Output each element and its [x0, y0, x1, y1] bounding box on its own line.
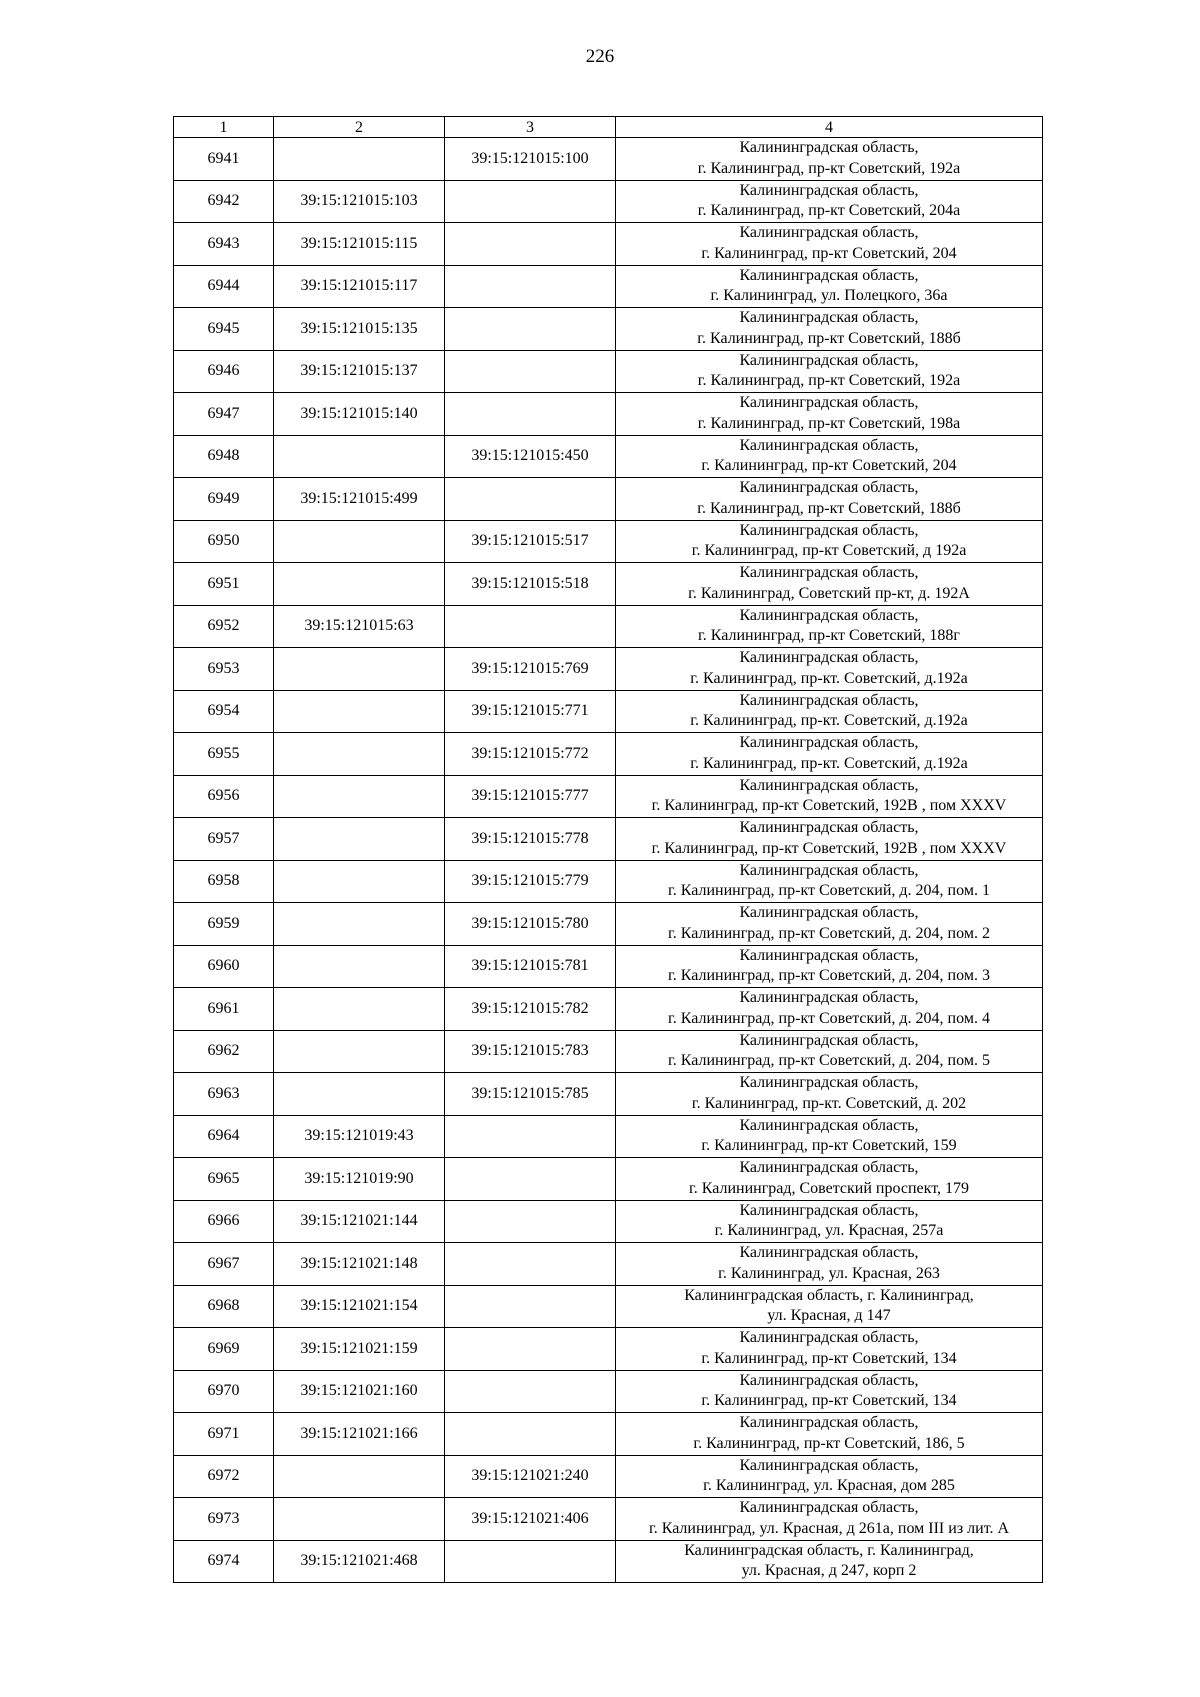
- cadastral-number-col3-cell: [445, 1328, 616, 1371]
- address-line-1: Калининградская область, г. Калининград,: [684, 1541, 974, 1559]
- row-number-cell: 6960: [174, 945, 274, 988]
- cadastral-number-col3-cell: 39:15:121015:518: [445, 563, 616, 606]
- address-cell: [616, 733, 1043, 776]
- row-number-cell: 6959: [174, 903, 274, 946]
- address-cell: [616, 435, 1043, 478]
- cadastral-number-col3-cell: [445, 478, 616, 521]
- address-line-2: г. Калининград, пр-кт Советский, 192а: [697, 159, 961, 177]
- address-line-2: г. Калининград, пр-кт Советский, 159: [701, 1137, 957, 1155]
- cadastral-number-col2-cell: 39:15:121021:160: [274, 1370, 445, 1413]
- cadastral-number-col2-cell: 39:15:121015:499: [274, 478, 445, 521]
- row-number-cell: 6941: [174, 138, 274, 181]
- cadastral-number-col2-cell: [274, 138, 445, 181]
- cadastral-number-col3-cell: [445, 1115, 616, 1158]
- page-number: 226: [585, 46, 615, 67]
- cadastral-number-col3-cell: 39:15:121015:783: [445, 1030, 616, 1073]
- table-row: [174, 1200, 1043, 1243]
- address-line-1: Калининградская область,: [739, 309, 919, 327]
- row-number-cell: 6972: [174, 1455, 274, 1498]
- address-cell: [616, 1115, 1043, 1158]
- cadastral-number-col2-cell: 39:15:121015:103: [274, 180, 445, 223]
- address-line-2: г. Калининград, пр-кт Советский, 188б: [697, 329, 961, 347]
- row-number-cell: 6970: [174, 1370, 274, 1413]
- address-line-2: г. Калининград, пр-кт. Советский, д.192а: [690, 754, 968, 772]
- row-number-cell: 6967: [174, 1243, 274, 1286]
- address-cell: [616, 563, 1043, 606]
- table-row: [174, 478, 1043, 521]
- table-body: [174, 138, 1043, 1583]
- table-row: [174, 520, 1043, 563]
- address-cell: [616, 988, 1043, 1031]
- cadastral-number-col2-cell: [274, 648, 445, 691]
- address-line-1: Калининградская область,: [739, 181, 919, 199]
- row-number-cell: 6943: [174, 223, 274, 266]
- address-cell: [616, 520, 1043, 563]
- table-row: [174, 1413, 1043, 1456]
- address-line-2: г. Калининград, пр-кт Советский, 204: [701, 244, 957, 262]
- address-cell: [616, 1328, 1043, 1371]
- table-row: [174, 1285, 1043, 1328]
- header-col-2: 2: [274, 117, 445, 138]
- cadastral-number-col3-cell: [445, 605, 616, 648]
- address-cell: [616, 1370, 1043, 1413]
- cadastral-number-col2-cell: [274, 775, 445, 818]
- row-number-cell: 6948: [174, 435, 274, 478]
- address-line-2: г. Калининград, пр-кт. Советский, д.192а: [690, 712, 968, 730]
- cadastral-number-col2-cell: 39:15:121015:117: [274, 265, 445, 308]
- address-line-2: г. Калининград, пр-кт Советский, 186, 5: [693, 1434, 965, 1452]
- row-number-cell: 6946: [174, 350, 274, 393]
- row-number-cell: 6945: [174, 308, 274, 351]
- address-line-2: г. Калининград, ул. Красная, 257а: [714, 1222, 944, 1240]
- cadastral-number-col2-cell: [274, 988, 445, 1031]
- address-line-1: Калининградская область,: [739, 1244, 919, 1262]
- address-cell: [616, 180, 1043, 223]
- cadastral-number-col2-cell: 39:15:121019:43: [274, 1115, 445, 1158]
- table-row: [174, 860, 1043, 903]
- cadastral-number-col2-cell: [274, 860, 445, 903]
- address-line-2: г. Калининград, пр-кт Советский, д. 204, пом. 2: [668, 924, 990, 942]
- address-cell: [616, 138, 1043, 181]
- cadastral-number-col3-cell: [445, 1158, 616, 1201]
- address-line-1: Калининградская область,: [739, 139, 919, 157]
- address-line-2: г. Калининград, пр-кт Советский, 204: [701, 457, 957, 475]
- address-cell: [616, 1455, 1043, 1498]
- address-line-2: г. Калининград, ул. Красная, дом 285: [703, 1477, 955, 1495]
- address-line-2: ул. Красная, д 247, корп 2: [741, 1562, 917, 1580]
- cadastral-number-col3-cell: [445, 1200, 616, 1243]
- address-line-2: г. Калининград, пр-кт Советский, 198а: [697, 414, 961, 432]
- row-number-cell: 6963: [174, 1073, 274, 1116]
- address-line-2: ул. Красная, д 147: [767, 1307, 891, 1325]
- cadastral-number-col2-cell: [274, 690, 445, 733]
- cadastral-number-col3-cell: [445, 1413, 616, 1456]
- row-number-cell: 6957: [174, 818, 274, 861]
- table-row: [174, 563, 1043, 606]
- cadastral-number-col3-cell: 39:15:121015:781: [445, 945, 616, 988]
- row-number-cell: 6962: [174, 1030, 274, 1073]
- address-line-1: Калининградская область,: [739, 436, 919, 454]
- row-number-cell: 6942: [174, 180, 274, 223]
- table-row: [174, 435, 1043, 478]
- row-number-cell: 6965: [174, 1158, 274, 1201]
- address-line-2: г. Калининград, пр-кт Советский, д. 204, пом. 4: [668, 1009, 990, 1027]
- address-line-1: Калининградская область,: [739, 1201, 919, 1219]
- table-row: [174, 1455, 1043, 1498]
- address-line-2: г. Калининград, пр-кт Советский, д 192а: [691, 542, 967, 560]
- address-line-1: Калининградская область,: [739, 266, 919, 284]
- table-row: [174, 1115, 1043, 1158]
- cadastral-number-col2-cell: [274, 520, 445, 563]
- cadastral-number-col3-cell: [445, 1285, 616, 1328]
- table-row: [174, 1243, 1043, 1286]
- address-line-1: Калининградская область,: [739, 1371, 919, 1389]
- cadastral-number-col2-cell: [274, 1073, 445, 1116]
- address-line-2: г. Калининград, пр-кт Советский, 134: [701, 1392, 957, 1410]
- header-col-3: 3: [445, 117, 616, 138]
- cadastral-number-col3-cell: [445, 393, 616, 436]
- cadastral-number-col3-cell: [445, 180, 616, 223]
- address-cell: [616, 1540, 1043, 1583]
- table-row: [174, 1328, 1043, 1371]
- address-line-1: Калининградская область, г. Калининград,: [684, 1286, 974, 1304]
- address-line-2: г. Калининград, пр-кт Советский, д. 204, пом. 3: [668, 967, 990, 985]
- cadastral-number-col2-cell: [274, 818, 445, 861]
- address-line-1: Калининградская область,: [739, 1159, 919, 1177]
- row-number-cell: 6971: [174, 1413, 274, 1456]
- table-row: [174, 648, 1043, 691]
- address-line-2: г. Калининград, пр-кт Советский, 192В , пом XXXV: [651, 797, 1007, 815]
- cadastral-number-col2-cell: 39:15:121021:159: [274, 1328, 445, 1371]
- address-cell: [616, 1498, 1043, 1541]
- row-number-cell: 6944: [174, 265, 274, 308]
- cadastral-number-col2-cell: 39:15:121019:90: [274, 1158, 445, 1201]
- row-number-cell: 6952: [174, 605, 274, 648]
- address-cell: [616, 605, 1043, 648]
- address-cell: [616, 903, 1043, 946]
- address-cell: [616, 1243, 1043, 1286]
- address-line-2: г. Калининград, пр-кт Советский, 192В , пом XXXV: [651, 839, 1007, 857]
- address-cell: [616, 393, 1043, 436]
- address-line-1: Калининградская область,: [739, 691, 919, 709]
- address-line-2: г. Калининград, пр-кт. Советский, д. 202: [691, 1094, 967, 1112]
- cadastral-number-col3-cell: 39:15:121015:782: [445, 988, 616, 1031]
- address-line-1: Калининградская область,: [739, 394, 919, 412]
- cadastral-number-col3-cell: [445, 265, 616, 308]
- table-row: [174, 308, 1043, 351]
- cadastral-number-col3-cell: [445, 1540, 616, 1583]
- table-row: [174, 605, 1043, 648]
- cadastral-number-col2-cell: [274, 1030, 445, 1073]
- cadastral-number-col3-cell: [445, 350, 616, 393]
- address-line-1: Калининградская область,: [739, 1074, 919, 1092]
- address-line-2: г. Калининград, Советский проспект, 179: [689, 1179, 969, 1197]
- cadastral-number-col3-cell: [445, 223, 616, 266]
- row-number-cell: 6947: [174, 393, 274, 436]
- registry-table: [173, 116, 1043, 1583]
- cadastral-number-col2-cell: [274, 1498, 445, 1541]
- row-number-cell: 6968: [174, 1285, 274, 1328]
- address-line-2: г. Калининград, Советский пр-кт, д. 192А: [688, 584, 970, 602]
- address-line-1: Калининградская область,: [739, 776, 919, 794]
- address-cell: [616, 1285, 1043, 1328]
- address-line-1: Калининградская область,: [739, 946, 919, 964]
- row-number-cell: 6954: [174, 690, 274, 733]
- table-row: [174, 1030, 1043, 1073]
- address-cell: [616, 1158, 1043, 1201]
- cadastral-number-col3-cell: 39:15:121015:771: [445, 690, 616, 733]
- row-number-cell: 6974: [174, 1540, 274, 1583]
- cadastral-number-col3-cell: [445, 1243, 616, 1286]
- address-cell: [616, 1200, 1043, 1243]
- cadastral-number-col2-cell: 39:15:121021:468: [274, 1540, 445, 1583]
- row-number-cell: 6949: [174, 478, 274, 521]
- address-line-1: Калининградская область,: [739, 1414, 919, 1432]
- address-cell: [616, 223, 1043, 266]
- address-line-2: г. Калининград, пр-кт Советский, 134: [701, 1349, 957, 1367]
- row-number-cell: 6964: [174, 1115, 274, 1158]
- table-row: [174, 393, 1043, 436]
- cadastral-number-col3-cell: 39:15:121015:780: [445, 903, 616, 946]
- address-line-1: Калининградская область,: [739, 224, 919, 242]
- cadastral-number-col2-cell: [274, 1455, 445, 1498]
- table-row: [174, 350, 1043, 393]
- cadastral-number-col2-cell: [274, 945, 445, 988]
- table-row: [174, 733, 1043, 776]
- cadastral-number-col3-cell: 39:15:121015:769: [445, 648, 616, 691]
- row-number-cell: 6958: [174, 860, 274, 903]
- address-cell: [616, 308, 1043, 351]
- address-cell: [616, 945, 1043, 988]
- address-line-1: Калининградская область,: [739, 989, 919, 1007]
- table-row: [174, 1540, 1043, 1583]
- address-line-2: г. Калининград, пр-кт Советский, д. 204, пом. 1: [668, 882, 990, 900]
- address-cell: [616, 478, 1043, 521]
- address-line-2: г. Калининград, пр-кт. Советский, д.192а: [690, 669, 968, 687]
- row-number-cell: 6955: [174, 733, 274, 776]
- address-cell: [616, 1030, 1043, 1073]
- address-line-2: г. Калининград, пр-кт Советский, 188б: [697, 499, 961, 517]
- address-cell: [616, 690, 1043, 733]
- row-number-cell: 6951: [174, 563, 274, 606]
- address-line-1: Калининградская область,: [739, 904, 919, 922]
- table-row: [174, 690, 1043, 733]
- header-col-4: 4: [616, 117, 1043, 138]
- address-line-2: г. Калининград, пр-кт Советский, 188г: [698, 627, 960, 645]
- cadastral-number-col3-cell: 39:15:121015:777: [445, 775, 616, 818]
- cadastral-number-col2-cell: 39:15:121015:135: [274, 308, 445, 351]
- address-line-2: г. Калининград, пр-кт Советский, 192а: [697, 372, 961, 390]
- address-line-1: Калининградская область,: [739, 564, 919, 582]
- cadastral-number-col3-cell: [445, 308, 616, 351]
- cadastral-number-col3-cell: 39:15:121015:100: [445, 138, 616, 181]
- address-line-1: Калининградская область,: [739, 1116, 919, 1134]
- cadastral-number-col2-cell: [274, 435, 445, 478]
- address-line-1: Калининградская область,: [739, 1329, 919, 1347]
- address-line-1: Калининградская область,: [739, 734, 919, 752]
- table-row: [174, 138, 1043, 181]
- cadastral-number-col2-cell: 39:15:121021:154: [274, 1285, 445, 1328]
- row-number-cell: 6973: [174, 1498, 274, 1541]
- cadastral-number-col2-cell: [274, 563, 445, 606]
- address-cell: [616, 350, 1043, 393]
- header-col-1: 1: [174, 117, 274, 138]
- cadastral-number-col3-cell: 39:15:121015:778: [445, 818, 616, 861]
- row-number-cell: 6961: [174, 988, 274, 1031]
- cadastral-number-col3-cell: 39:15:121015:779: [445, 860, 616, 903]
- cadastral-number-col3-cell: [445, 1370, 616, 1413]
- table-row: [174, 223, 1043, 266]
- address-line-1: Калининградская область,: [739, 606, 919, 624]
- address-cell: [616, 648, 1043, 691]
- address-line-2: г. Калининград, пр-кт Советский, д. 204, пом. 5: [668, 1052, 990, 1070]
- address-cell: [616, 775, 1043, 818]
- row-number-cell: 6969: [174, 1328, 274, 1371]
- address-line-2: г. Калининград, ул. Красная, д 261а, пом III из лит. А: [648, 1519, 1010, 1537]
- address-line-2: г. Калининград, ул. Полецкого, 36а: [710, 287, 948, 305]
- address-cell: [616, 265, 1043, 308]
- row-number-cell: 6950: [174, 520, 274, 563]
- cadastral-number-col2-cell: 39:15:121021:148: [274, 1243, 445, 1286]
- address-cell: [616, 1073, 1043, 1116]
- address-line-1: Калининградская область,: [739, 521, 919, 539]
- cadastral-number-col3-cell: 39:15:121015:785: [445, 1073, 616, 1116]
- table-row: [174, 265, 1043, 308]
- table-header: [174, 117, 1043, 138]
- table-row: [174, 1370, 1043, 1413]
- address-cell: [616, 1413, 1043, 1456]
- cadastral-number-col3-cell: 39:15:121015:517: [445, 520, 616, 563]
- address-line-1: Калининградская область,: [739, 479, 919, 497]
- row-number-cell: 6953: [174, 648, 274, 691]
- header-row: [174, 117, 1043, 138]
- address-line-1: Калининградская область,: [739, 861, 919, 879]
- address-line-1: Калининградская область,: [739, 1499, 919, 1517]
- cadastral-number-col2-cell: 39:15:121015:137: [274, 350, 445, 393]
- address-line-2: г. Калининград, пр-кт Советский, 204а: [697, 202, 961, 220]
- cadastral-number-col2-cell: 39:15:121015:140: [274, 393, 445, 436]
- address-line-1: Калининградская область,: [739, 819, 919, 837]
- cadastral-number-col3-cell: 39:15:121015:450: [445, 435, 616, 478]
- table-row: [174, 1498, 1043, 1541]
- cadastral-number-col2-cell: 39:15:121021:166: [274, 1413, 445, 1456]
- cadastral-number-col2-cell: [274, 903, 445, 946]
- table-row: [174, 1073, 1043, 1116]
- cadastral-number-col2-cell: 39:15:121015:115: [274, 223, 445, 266]
- address-cell: [616, 818, 1043, 861]
- table-row: [174, 1158, 1043, 1201]
- address-line-1: Калининградская область,: [739, 1031, 919, 1049]
- address-line-1: Калининградская область,: [739, 1456, 919, 1474]
- cadastral-number-col2-cell: 39:15:121021:144: [274, 1200, 445, 1243]
- table-row: [174, 903, 1043, 946]
- table-row: [174, 775, 1043, 818]
- row-number-cell: 6956: [174, 775, 274, 818]
- address-line-1: Калининградская область,: [739, 649, 919, 667]
- cadastral-number-col2-cell: 39:15:121015:63: [274, 605, 445, 648]
- cadastral-number-col2-cell: [274, 733, 445, 776]
- address-line-1: Калининградская область,: [739, 351, 919, 369]
- row-number-cell: 6966: [174, 1200, 274, 1243]
- table-row: [174, 180, 1043, 223]
- table-row: [174, 818, 1043, 861]
- address-cell: [616, 860, 1043, 903]
- cadastral-number-col3-cell: 39:15:121021:406: [445, 1498, 616, 1541]
- table-row: [174, 945, 1043, 988]
- address-line-2: г. Калининград, ул. Красная, 263: [718, 1264, 940, 1282]
- cadastral-number-col3-cell: 39:15:121015:772: [445, 733, 616, 776]
- table-row: [174, 988, 1043, 1031]
- cadastral-number-col3-cell: 39:15:121021:240: [445, 1455, 616, 1498]
